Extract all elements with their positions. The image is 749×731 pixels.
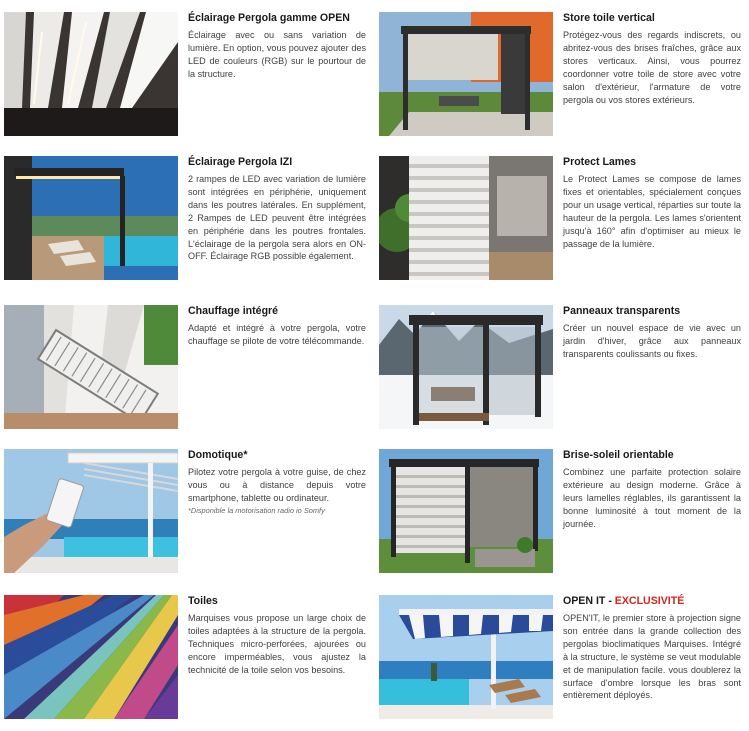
feature-item-led-izi bbox=[4, 156, 364, 296]
feature-description: Créer un nouvel espace de vie avec un jardin d'hiver, grâce aux panneaux transparents coulissants ou fixes. bbox=[563, 323, 741, 359]
feature-title: Panneaux transparents bbox=[563, 305, 681, 317]
glass-panels-snow-photo bbox=[379, 305, 553, 429]
sun-shade-photo bbox=[379, 449, 553, 573]
feature-description: Éclairage avec ou sans variation de lumière. En option, vous pouvez ajouter des LED de couleurs (RGB) sur le pourtour de la structure. bbox=[188, 30, 366, 79]
feature-item-domotique bbox=[4, 449, 364, 589]
feature-item-toiles bbox=[4, 595, 364, 731]
feature-title: Éclairage Pergola IZI bbox=[188, 156, 293, 168]
feature-description: OPEN'IT, le premier store à projection signe son entrée dans la grande collection des pergolas bioclimatiques Marquises. Intégré à la structure, le système se veut modulable et de manipulation facile. vous doublerez la surface d'ombre lorsque les bras sont entièrement déployés. bbox=[563, 613, 741, 701]
feature-item-transparent-panels bbox=[379, 305, 739, 445]
feature-title-accent: EXCLUSIVITÉ bbox=[614, 595, 685, 607]
smartphone-control-photo bbox=[4, 449, 178, 573]
feature-item-led-open bbox=[4, 12, 364, 152]
feature-title: Protect Lames bbox=[563, 156, 637, 168]
feature-item-heater bbox=[4, 305, 364, 445]
feature-description: Pilotez votre pergola à votre guise, de chez vous ou à distance depuis votre smartphone, tablette ou ordinateur. bbox=[188, 467, 366, 503]
feature-description: Marquises vous propose un large choix de toiles adaptées à la structure de la pergola. Techniques micro-perforées, ajourées ou encore imperméables, vous ajustez la technicité de la toile selon vos besoins. bbox=[188, 613, 366, 675]
feature-item-protect-lames bbox=[379, 156, 739, 296]
integrated-heater-photo bbox=[4, 305, 178, 429]
feature-description: Protégez-vous des regards indiscrets, ou abritez-vous des brises fraîches, grâce aux stores verticaux. Ainsi, vous pourrez coordonner votre toile de store avec votre salon d'extérieur, l'armature de votre pergola ou vos stores extérieurs. bbox=[563, 30, 741, 105]
pergola-pool-night-photo bbox=[4, 156, 178, 280]
feature-title-main: OPEN IT - bbox=[563, 595, 615, 607]
feature-item-vertical-blind bbox=[379, 12, 739, 152]
pergola-led-lighting-photo bbox=[4, 12, 178, 136]
vertical-slats-photo bbox=[379, 156, 553, 280]
feature-title: Éclairage Pergola gamme OPEN bbox=[188, 12, 350, 24]
feature-title: Domotique* bbox=[188, 449, 248, 461]
feature-title: Toiles bbox=[188, 595, 218, 607]
feature-description: Combinez une parfaite protection solaire extérieure au design moderne. Grâce à leurs lamelles réglables, ils garantissent la bonne luminosité à tout moment de la journée. bbox=[563, 467, 741, 529]
feature-item-sun-shade bbox=[379, 449, 739, 589]
feature-description: Le Protect Lames se compose de lames fixes et orientables, spécialement conçues pour un usage vertical, réparties sur toute la hauteur de la pergola. Les lames s'orientent jusqu'à 160° afin d'optimiser au mieux le passage de la lumière. bbox=[563, 174, 741, 249]
feature-title: Chauffage intégré bbox=[188, 305, 279, 317]
awning-pool-photo bbox=[379, 595, 553, 719]
feature-description: Adapté et intégré à votre pergola, votre chauffage se pilote de votre télécommande. bbox=[188, 323, 366, 346]
feature-title bbox=[563, 595, 741, 607]
feature-footnote: *Disponible la motorisation radio io Somfy bbox=[188, 505, 325, 515]
fabric-swatches-photo bbox=[4, 595, 178, 719]
feature-title: Store toile vertical bbox=[563, 12, 655, 24]
feature-item-open-it bbox=[379, 595, 739, 731]
vertical-blind-photo bbox=[379, 12, 553, 136]
feature-title: Brise-soleil orientable bbox=[563, 449, 674, 461]
feature-description: 2 rampes de LED avec variation de lumière sont intégrées en périphérie, uniquement dans les poutres latérales. En supplément, 2 Rampes de LED peuvent être intégrées en périphérie dans les poutres frontales. L'éclairage de la pergola sera alors en ON-OFF. Éclairage RGB possible également. bbox=[188, 174, 366, 262]
